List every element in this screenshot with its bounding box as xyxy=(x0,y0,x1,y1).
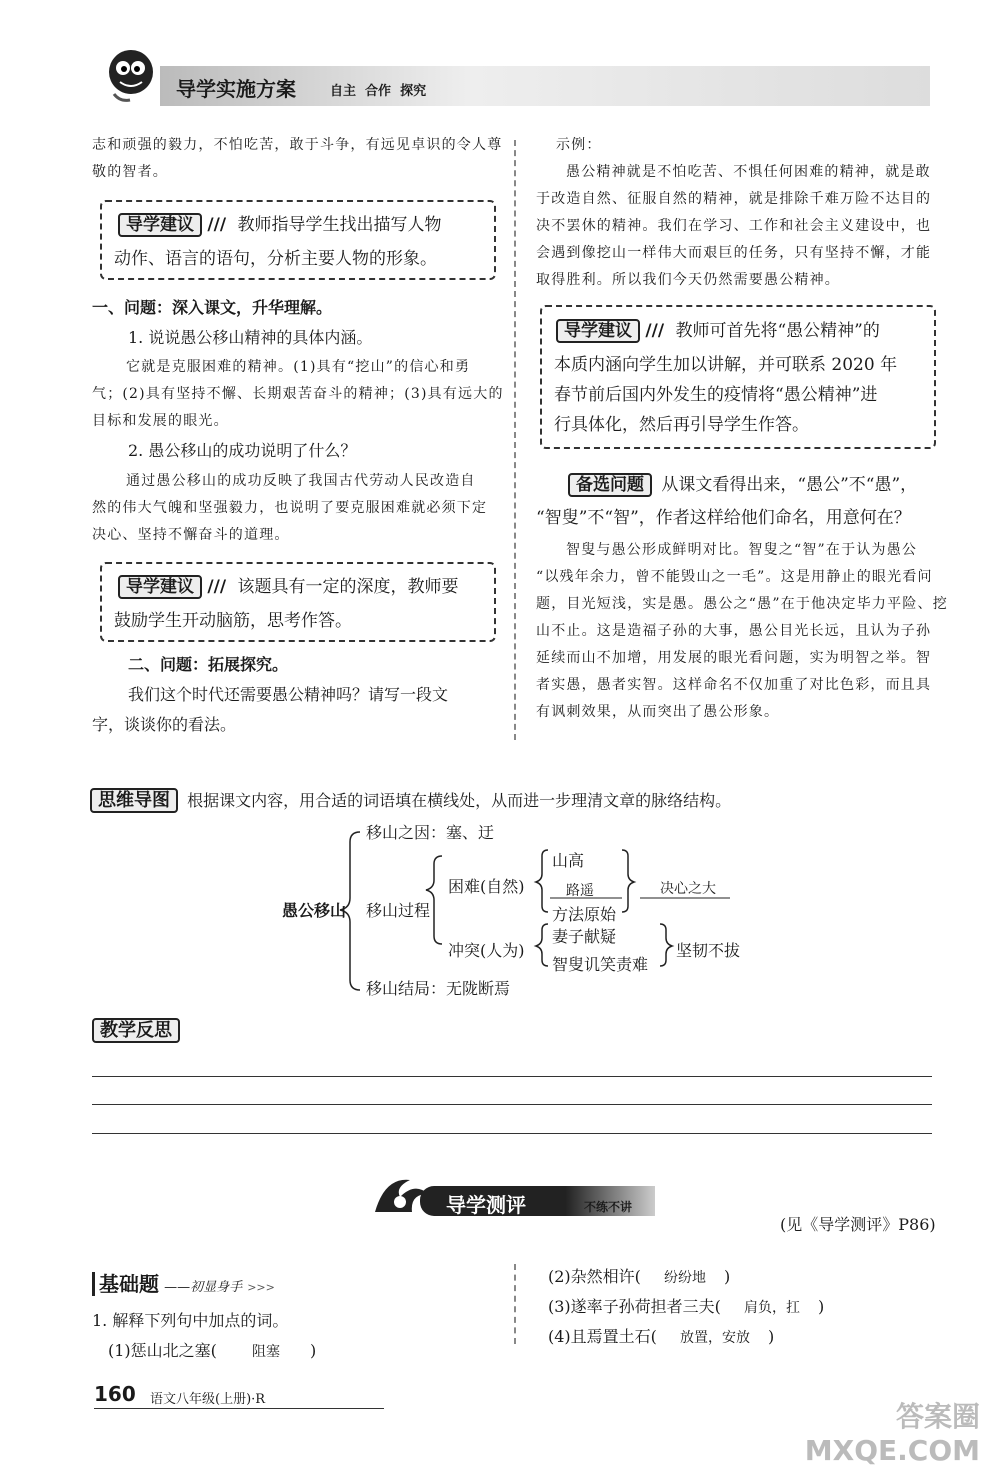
guide-box-2-tag: 导学建议 /// 该题具有一定的深度，教师要 xyxy=(118,572,458,597)
item-answer: 纷纷地 xyxy=(664,1270,707,1286)
item-close: ) xyxy=(818,1297,825,1316)
example-line-1: 愚公精神就是不怕吃苦、不惧任何困难的精神，就是敢 xyxy=(566,164,931,180)
mind-map-conflict: 冲突(人为) xyxy=(448,941,525,960)
guide-box-3-line-4: 行具体化，然后再引导学生作答。 xyxy=(554,415,809,435)
item-number: (1) xyxy=(108,1341,131,1360)
section-1-title: 一、问题：深入课文，升华理解。 xyxy=(92,298,333,317)
mind-map-cause: 移山之因：塞、迂 xyxy=(366,823,495,842)
alt-answer-line-2: “以残年余力，曾不能毁山之一毛”。这是用静止的眼光看问 xyxy=(536,569,933,585)
alt-question-tag: 备选问题 xyxy=(568,473,652,497)
reflection-line xyxy=(92,1133,932,1134)
reflection-line xyxy=(92,1104,932,1105)
basic-subtitle: ——初显身手 xyxy=(164,1280,243,1295)
alt-answer-line-7: 有讽刺效果，从而突出了愚公形象。 xyxy=(536,704,780,720)
guide-box-1-line-2: 动作、语言的语句，分析主要人物的形象。 xyxy=(114,249,437,269)
guide-text: 该题具有一定的深度，教师要 xyxy=(237,577,459,597)
guide-box-2-line-2: 鼓励学生开动脑筋，思考作答。 xyxy=(114,611,352,631)
mind-map-item-zhisou: 智叟讥笑责难 xyxy=(552,955,649,974)
example-line-2: 于改造自然、征服自然的精神，就是排除千难万险不达目的 xyxy=(536,191,932,207)
mind-map-instruction: 根据课文内容，用合适的词语填在横线处，从而进一步理清文章的脉络结构。 xyxy=(187,791,732,810)
reflection-line xyxy=(92,1076,932,1077)
section-2-title: 二、问题：拓展探究。 xyxy=(128,655,289,674)
mind-map-process: 移山过程 xyxy=(366,901,431,920)
basic-item-2 xyxy=(548,1262,730,1293)
mind-map-item-road: 路遥 xyxy=(566,883,594,899)
guide-tag: 导学建议 xyxy=(556,319,640,343)
example-line-3: 决不罢休的精神。我们在学习、工作和社会主义建设中，也 xyxy=(536,218,932,234)
alt-answer-line-5: 延续而山不加增，用发展的眼光看问题，实为明智之举。智 xyxy=(536,650,932,666)
intro-line-2: 敬的智者。 xyxy=(92,164,168,180)
item-close: ) xyxy=(768,1327,775,1346)
test-slogan: 不练不讲 xyxy=(584,1200,633,1214)
item-number: (3) xyxy=(548,1297,571,1316)
alt-answer-line-4: 山不止。这是造福子孙的大事，愚公目光长远，且认为子孙 xyxy=(536,623,932,639)
book-title: 语文八年级(上册)·R xyxy=(150,1392,266,1407)
mascot-icon xyxy=(100,44,162,106)
example-line-4: 会遇到像挖山一样伟大而艰巨的任务，只有坚持不懈，才能 xyxy=(536,245,932,261)
example-label: 示例： xyxy=(556,137,602,153)
column-divider-2 xyxy=(514,1264,516,1344)
mind-map-c-result: 坚韧不拔 xyxy=(676,941,741,960)
header-subtitle: 自主 合作 探究 xyxy=(330,84,427,99)
basic-heading: 基础题 ——初显身手 >>> xyxy=(92,1268,275,1297)
test-reference: (见《导学测评》P86) xyxy=(780,1215,936,1234)
guide-text: 教师指导学生找出描写人物 xyxy=(237,215,442,235)
example-line-5: 取得胜利。所以我们今天仍然需要愚公精神。 xyxy=(536,272,840,288)
mind-map-item-wife: 妻子献疑 xyxy=(552,927,617,946)
mind-map-tag: 思维导图 xyxy=(90,788,178,813)
guide-box-3-tag: 导学建议 /// 教师可首先将“愚公精神”的 xyxy=(556,316,880,341)
reflection-tag: 教学反思 xyxy=(92,1018,180,1043)
mind-map-root: 愚公移山 xyxy=(282,901,347,920)
question-3-line-2: 字，谈谈你的看法。 xyxy=(92,715,237,734)
alt-question xyxy=(568,470,917,495)
mind-map-difficulty: 困难(自然) xyxy=(448,877,525,896)
item-close: ) xyxy=(310,1341,317,1360)
intro-line-1: 志和顽强的毅力，不怕吃苦，敢于斗争，有远见卓识的令人尊 xyxy=(92,137,503,153)
basic-title: 基础题 xyxy=(92,1272,159,1296)
page-number: 160 xyxy=(94,1382,136,1406)
item-text: 惩山北之塞( xyxy=(130,1341,217,1360)
watermark: 答案圈 MXQE.COM xyxy=(804,1400,980,1467)
guide-box-3-line-2: 本质内涵向学生加以讲解，并可联系 2020 年 xyxy=(554,355,898,375)
guide-tag: 导学建议 xyxy=(118,575,202,599)
mind-map-item-mountain: 山高 xyxy=(552,851,585,870)
item-text: 且焉置土石( xyxy=(570,1327,657,1346)
mind-map-heading xyxy=(90,786,731,816)
header-title: 导学实施方案 xyxy=(176,77,296,101)
alt-question-line-2: “智叟”不“智”，作者这样给他们命名，用意何在？ xyxy=(536,508,911,528)
guide-text: 教师可首先将“愚公精神”的 xyxy=(675,321,880,341)
question-3-line-1: 我们这个时代还需要愚公精神吗？请写一段文 xyxy=(128,685,449,704)
item-text: 遂率子孙荷担者三夫( xyxy=(570,1297,721,1316)
mind-map-item-method: 方法原始 xyxy=(552,905,617,924)
mind-map-result: 移山结局：无陇断焉 xyxy=(366,979,511,998)
answer-1-line-1: 它就是克服困难的精神。(1)具有“挖山”的信心和勇 xyxy=(126,359,471,375)
item-answer: 阻塞 xyxy=(252,1344,281,1360)
guide-box-3-line-3: 春节前后国内外发生的疫情将“愚公精神”进 xyxy=(554,385,878,405)
question-2: 2. 愚公移山的成功说明了什么？ xyxy=(128,441,357,460)
item-number: (4) xyxy=(548,1327,571,1346)
basic-item-3 xyxy=(548,1292,824,1323)
basic-item-4 xyxy=(548,1322,774,1353)
alt-question-line-1: 从课文看得出来，“愚公”不“愚”， xyxy=(661,475,918,495)
column-divider xyxy=(514,140,516,740)
mind-map-d-result: 决心之大 xyxy=(660,881,716,897)
reflection-heading xyxy=(92,1016,180,1042)
basic-question-1: 1. 解释下列句中加点的词。 xyxy=(92,1311,289,1330)
answer-2-line-2: 然的伟大气魄和坚强毅力，也说明了要克服困难就必须下定 xyxy=(92,500,488,516)
answer-2-line-1: 通过愚公移山的成功反映了我国古代劳动人民改造自 xyxy=(126,473,476,489)
alt-answer-line-6: 者实愚，愚者实智。这样命名不仅加重了对比色彩，而且具 xyxy=(536,677,932,693)
answer-2-line-3: 决心、坚持不懈奋斗的道理。 xyxy=(92,527,290,543)
test-title: 导学测评 xyxy=(446,1193,526,1217)
alt-answer-line-3: 题，目光短浅，实是愚。愚公之“愚”在于他决定毕力平险、挖 xyxy=(536,596,948,612)
item-close: ) xyxy=(724,1267,731,1286)
guide-box-1-tag: 导学建议 /// 教师指导学生找出描写人物 xyxy=(118,210,441,235)
item-text: 杂然相许( xyxy=(570,1267,641,1286)
answer-1-line-3: 目标和发展的眼光。 xyxy=(92,413,229,429)
item-number: (2) xyxy=(548,1267,571,1286)
footer-line xyxy=(94,1408,384,1409)
guide-tag: 导学建议 xyxy=(118,213,202,237)
alt-answer-line-1: 智叟与愚公形成鲜明对比。智叟之“智”在于认为愚公 xyxy=(566,542,918,558)
item-answer: 肩负，扛 xyxy=(744,1300,801,1316)
basic-item-1 xyxy=(108,1336,316,1367)
item-answer: 放置，安放 xyxy=(680,1330,751,1346)
question-1: 1. 说说愚公移山精神的具体内涵。 xyxy=(128,328,373,347)
answer-1-line-2: 气；(2)具有坚持不懈、长期艰苦奋斗的精神；(3)具有远大的 xyxy=(92,386,504,402)
